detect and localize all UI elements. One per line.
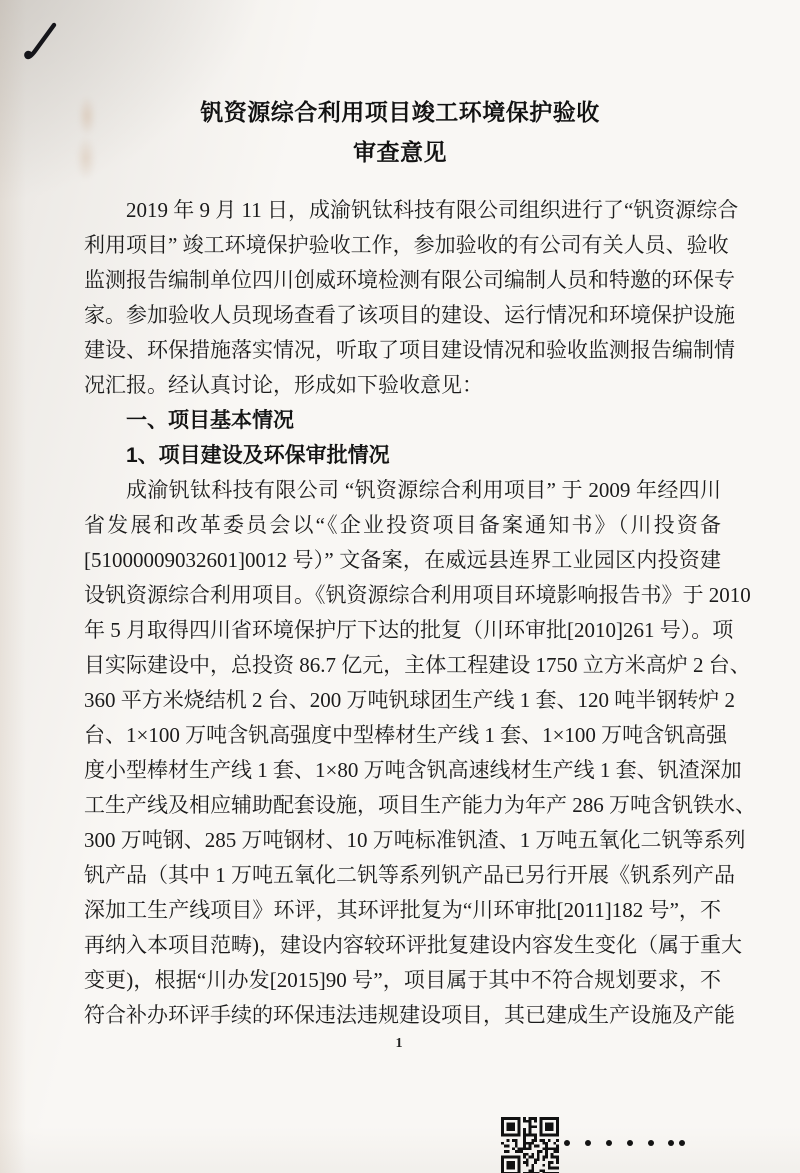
- body-line: 2019 年 9 月 11 日，成渝钒钛科技有限公司组织进行了“钒资源综合: [126, 198, 739, 222]
- body-line: 省发展和改革委员会以“《企业投资项目备案通知书》（川投资备: [84, 513, 721, 537]
- body-line: 建设、环保措施落实情况，听取了项目建设情况和验收监测报告编制情: [84, 338, 735, 362]
- body-line: 成渝钒钛科技有限公司 “钒资源综合利用项目” 于 2009 年经四川: [126, 478, 721, 502]
- qr-code-icon: [501, 1117, 559, 1173]
- body-line: 钒产品（其中 1 万吨五氧化二钒等系列钒产品已另行开展《钒系列产品: [84, 863, 735, 887]
- body-line: 度小型棒材生产线 1 套、1×80 万吨含钒高速线材生产线 1 套、钒渣深加: [84, 758, 742, 782]
- pen-slash-mark: [20, 18, 62, 66]
- page-number: 1: [395, 1036, 403, 1051]
- document-title: [0, 96, 800, 169]
- dot: [606, 1140, 612, 1146]
- body-line: 监测报告编制单位四川创威环境检测有限公司编制人员和特邀的环保专: [84, 268, 735, 292]
- dot: [648, 1140, 654, 1146]
- body-line: 设钒资源综合利用项目。《钒资源综合利用项目环境影响报告书》于 2010: [84, 583, 751, 607]
- body-line: 台、1×100 万吨含钒高强度中型棒材生产线 1 套、1×100 万吨含钒高强: [84, 723, 728, 747]
- body-line: 300 万吨钢、285 万吨钢材、10 万吨标准钒渣、1 万吨五氧化二钒等系列: [84, 828, 746, 852]
- body-line: 工生产线及相应辅助配套设施，项目生产能力为年产 286 万吨含钒铁水、: [84, 793, 756, 817]
- body-line: 年 5 月取得四川省环境保护厅下达的批复（川环审批[2010]261 号）。项: [84, 618, 734, 642]
- body-line: 符合补办环评手续的环保违法违规建设项目，其已建成生产设施及产能: [84, 1003, 735, 1027]
- body-line: 目实际建设中，总投资 86.7 亿元，主体工程建设 1750 立方米高炉 2 台、: [84, 653, 751, 677]
- body-line: [51000009032601]0012 号）” 文备案，在威远县连界工业园区内投资建: [84, 548, 721, 572]
- document-body: [84, 193, 756, 1033]
- title-line-2: 审查意见: [353, 139, 447, 165]
- subsection-heading: 1、项目建设及环保审批情况: [126, 444, 390, 467]
- dot: [679, 1140, 685, 1146]
- body-line: 360 平方米烧结机 2 台、200 万吨钒球团生产线 1 套、120 吨半钢转炉 2: [84, 688, 735, 712]
- body-line: 家。参加验收人员现场查看了该项目的建设、运行情况和环境保护设施: [84, 303, 735, 327]
- body-line: 利用项目” 竣工环境保护验收工作，参加验收的有公司有关人员、验收: [84, 233, 729, 257]
- dot: [564, 1140, 570, 1146]
- body-line: 深加工生产线项目》环评，其环评批复为“川环审批[2011]182 号”，不: [84, 898, 721, 922]
- body-line: 况汇报。经认真讨论，形成如下验收意见：: [84, 373, 483, 397]
- dot: [627, 1140, 633, 1146]
- title-line-1: 钒资源综合利用项目竣工环境保护验收: [200, 99, 600, 125]
- dot: [668, 1140, 674, 1146]
- body-line: 再纳入本项目范畴)，建设内容较环评批复建设内容发生变化（属于重大: [84, 933, 742, 957]
- section-heading: 一、项目基本情况: [126, 409, 294, 432]
- dot: [585, 1140, 591, 1146]
- body-line: 变更)，根据“川办发[2015]90 号”，项目属于其中不符合规划要求，不: [84, 968, 721, 992]
